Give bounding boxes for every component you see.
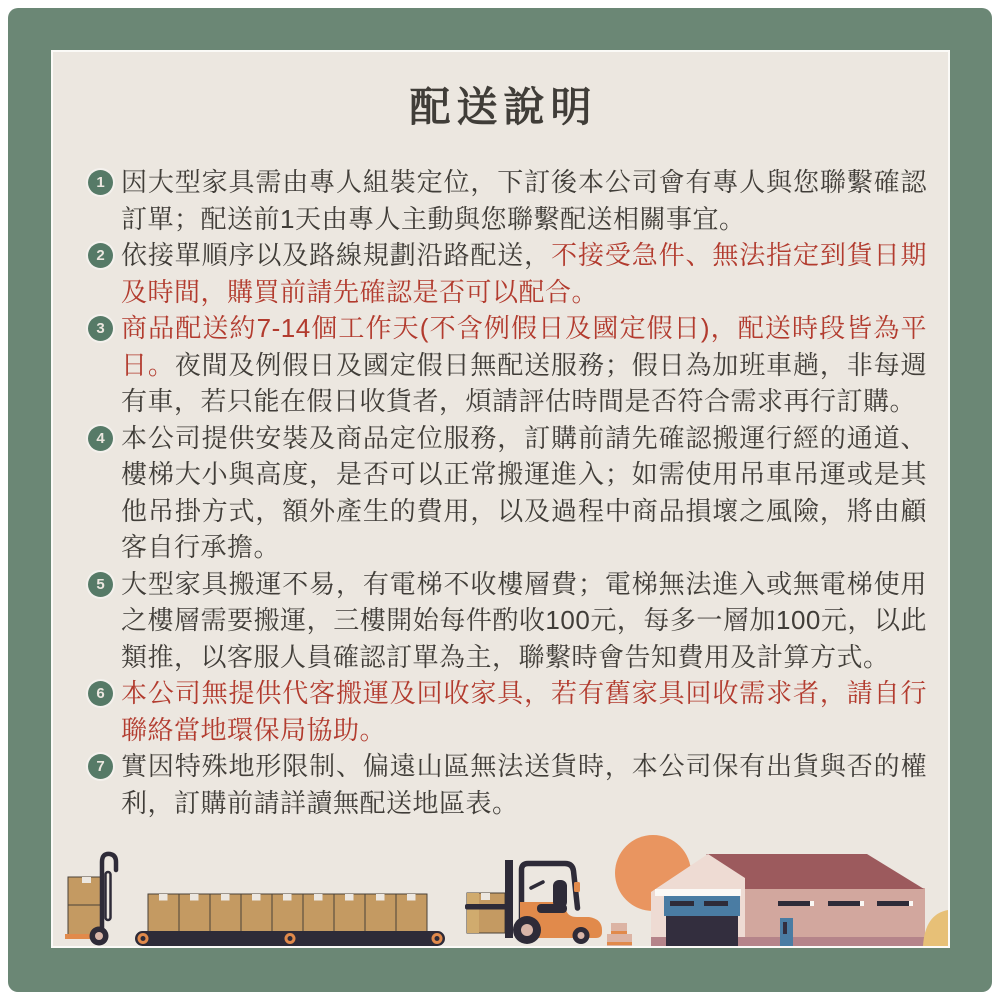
- delivery-notes-list: [53, 164, 948, 821]
- item-text: [121, 566, 927, 676]
- item-text: [121, 420, 927, 566]
- parcel-boxes-icon: [607, 923, 632, 946]
- garage-door-icon: [666, 916, 738, 946]
- item-number-badge: 4: [88, 426, 113, 451]
- list-item: [88, 566, 932, 676]
- note-segment: 夜間及例假日及國定假日無配送服務；假日為加班車趟，非每週有車，若只能在假日收貨者，煩請評估時間是否符合需求再行訂購。: [121, 349, 927, 416]
- note-segment: 大型家具搬運不易，有電梯不收樓層費；電梯無法進入或無電梯使用之樓層需要搬運，三樓開始每件酌收100元，每多一層加100元，以此類推，以客服人員確認訂單為主，聯繫時會告知費用及計算方式。: [121, 568, 927, 672]
- note-segment: 依接單順序以及路線規劃沿路配送，: [121, 240, 552, 270]
- page-title: 配送說明: [409, 84, 598, 130]
- item-number-badge: 1: [88, 170, 113, 195]
- conveyor-boxes: [148, 894, 427, 932]
- note-segment: 商品配送約7-14個工作天(不含例假日及國定假日)，配送時段皆為平日。: [121, 313, 927, 380]
- content-card: [53, 52, 948, 946]
- hand-truck-icon: [65, 854, 116, 946]
- note-segment: 本公司提供安裝及商品定位服務，訂購前請先確認搬運行經的通道、樓梯大小與高度，是否可以正常搬運進入；如需使用吊車吊運或是其他吊掛方式，額外產生的費用，以及過程中商品損壞之風險，將由顧客自行承擔。: [121, 422, 927, 562]
- item-number-badge: 2: [88, 243, 113, 268]
- item-number-badge: 6: [88, 681, 113, 706]
- item-text: [121, 310, 927, 420]
- note-segment: 不接受急件、無法指定到貨日期及時間，購買前請先確認是否可以配合。: [121, 240, 927, 307]
- item-number-badge: 3: [88, 316, 113, 341]
- list-item: [88, 675, 932, 748]
- item-text: [121, 748, 927, 821]
- warehouse-illustration: [53, 820, 948, 946]
- list-item: [88, 164, 932, 237]
- forklift-icon: [465, 860, 602, 944]
- item-number-badge: 7: [88, 754, 113, 779]
- side-door-icon: [780, 918, 793, 946]
- slit-window-icon: [778, 901, 913, 906]
- list-item: [88, 420, 932, 566]
- green-frame: [8, 8, 992, 992]
- item-text: [121, 237, 927, 310]
- list-item: [88, 310, 932, 420]
- item-number-badge: 5: [88, 572, 113, 597]
- item-text: [121, 164, 927, 237]
- item-text: [121, 675, 927, 748]
- note-segment: 實因特殊地形限制、偏遠山區無法送貨時，本公司保有出貨與否的權利，訂購前請詳讀無配送地區表。: [121, 751, 927, 818]
- list-item: [88, 748, 932, 821]
- list-item: [88, 237, 932, 310]
- note-segment: 因大型家具需由專人組裝定位，下訂後本公司會有專人與您聯繫確認訂單；配送前1天由專人主動與您聯繫配送相關事宜。: [121, 167, 927, 234]
- conveyor-icon: [135, 894, 445, 946]
- note-segment: 本公司無提供代客搬運及回收家具，若有舊家具回收需求者，請自行聯絡當地環保局協助。: [121, 678, 927, 745]
- bush-icon: [923, 910, 948, 946]
- warehouse-icon: [651, 854, 925, 946]
